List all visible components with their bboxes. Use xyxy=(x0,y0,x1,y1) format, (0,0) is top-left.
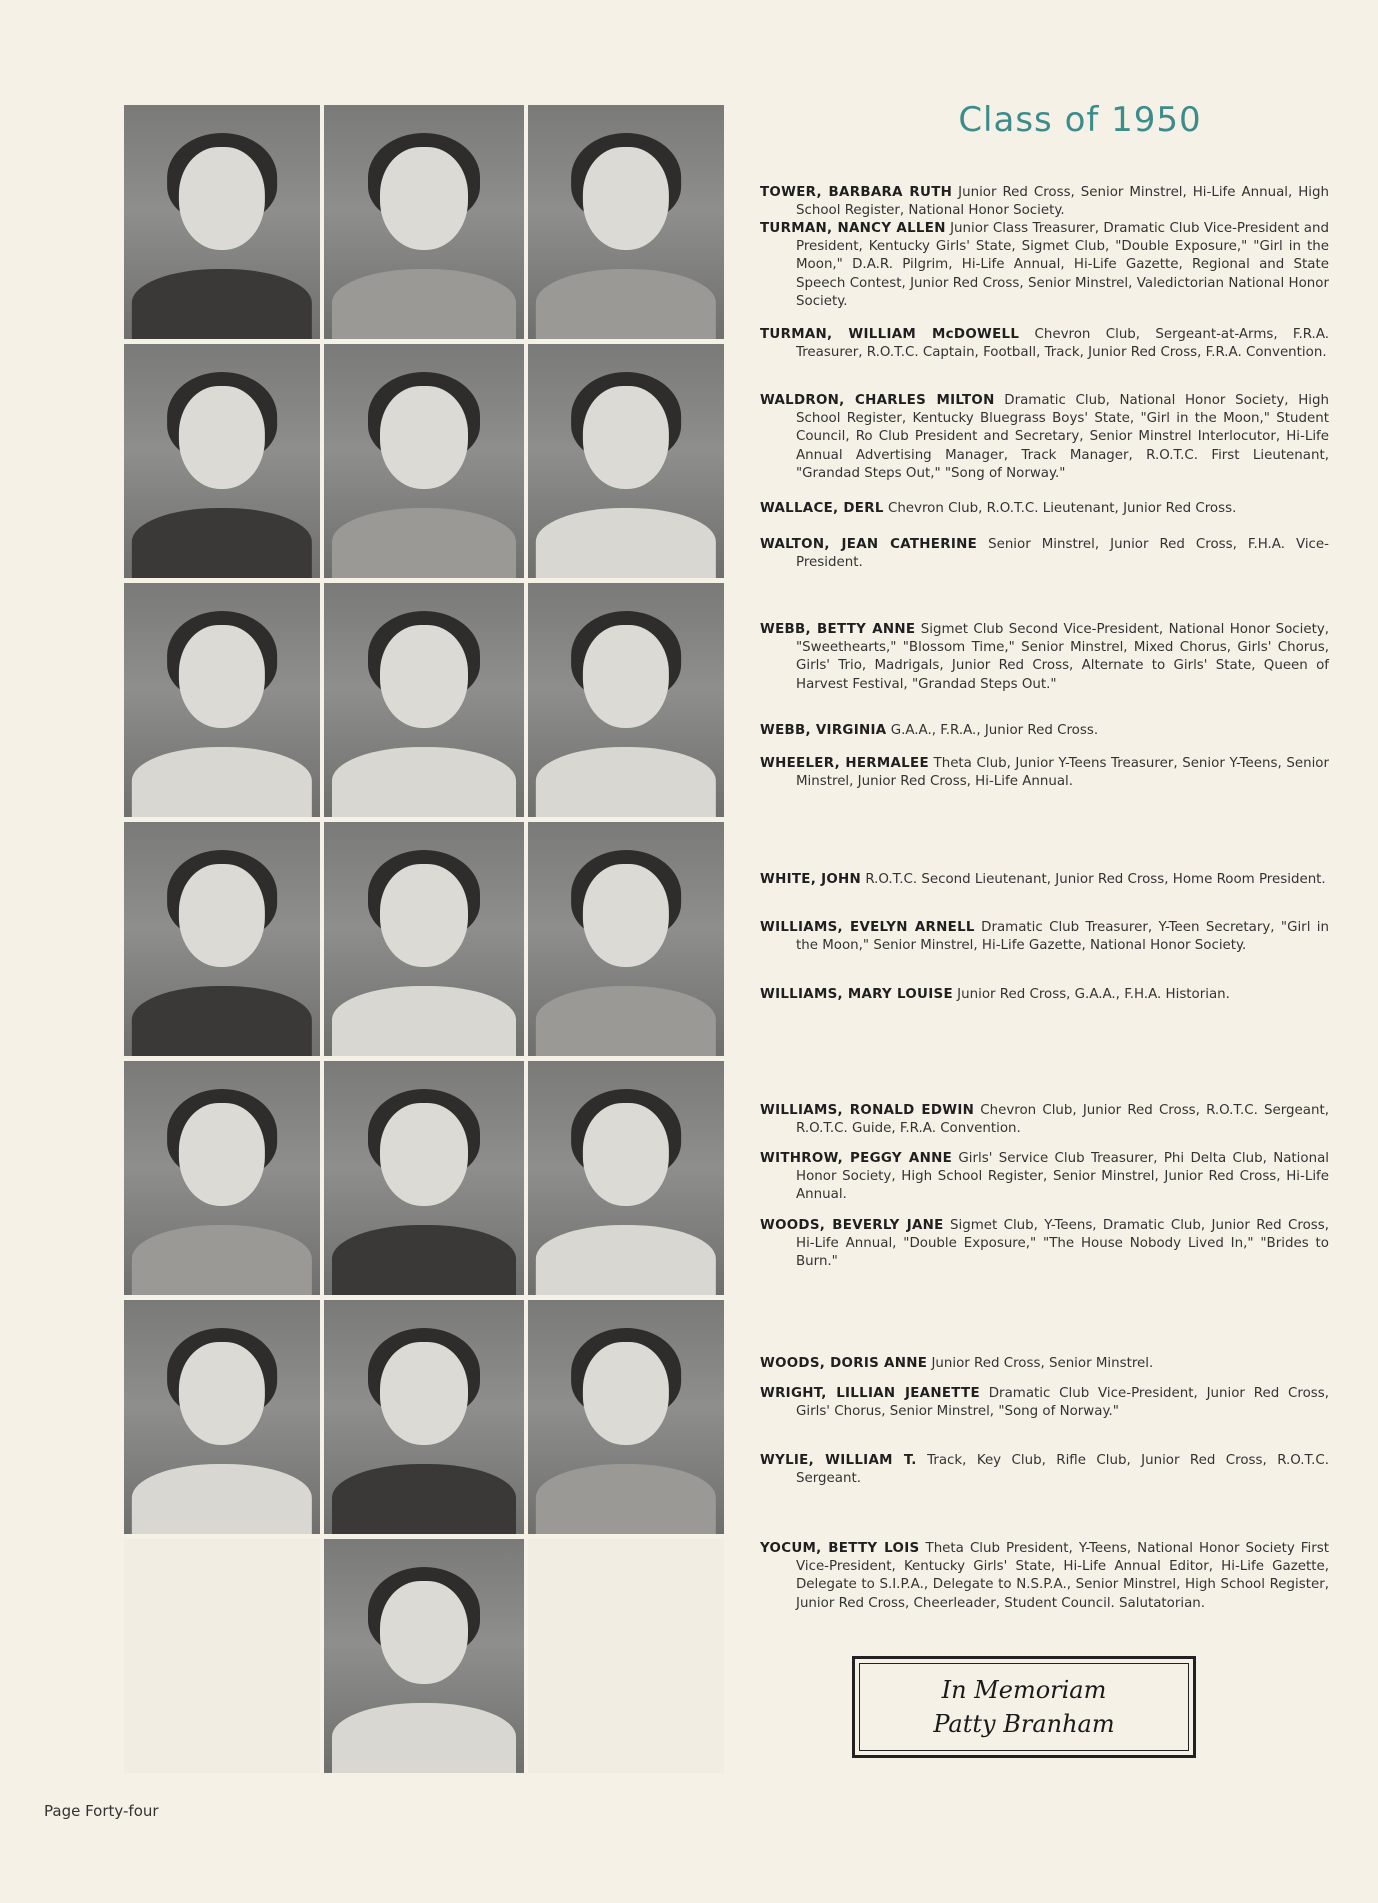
portrait-face xyxy=(380,147,468,250)
entry xyxy=(760,919,1329,955)
entry xyxy=(760,755,1329,791)
portrait-photo xyxy=(528,344,724,578)
entry-activities: Junior Class Treasurer, Dramatic Club Vice-President and President, Kentucky Girls' State, Sigmet Club, "Double Exposure," "Girl in the Moon," D.A.R. Pilgrim, Hi-Life Annual, Hi-Life Gazette, Regional and State Speech Contest, Junior Red Cross, Senior Minstrel, Valedictorian National Honor Society. xyxy=(796,221,1329,309)
entry-activities: Sigmet Club, Y-Teens, Dramatic Club, Junior Red Cross, Hi-Life Annual, "Double Exposure," "The House Nobody Lived In," "Brides to Burn." xyxy=(796,1218,1329,1270)
entry xyxy=(760,1385,1329,1421)
portrait-face xyxy=(583,1342,669,1445)
portrait-shoulders xyxy=(536,508,716,578)
entry xyxy=(760,536,1329,572)
portrait-face xyxy=(179,864,265,967)
portrait-photo xyxy=(124,344,320,578)
entry-name: TOWER, BARBARA RUTH xyxy=(760,185,953,200)
entry-name: TURMAN, NANCY ALLEN xyxy=(760,221,946,236)
entry-name: WRIGHT, LILLIAN JEANETTE xyxy=(760,1386,980,1401)
empty-photo-cell xyxy=(528,1539,724,1773)
portrait-photo xyxy=(124,822,320,1056)
portrait-shoulders xyxy=(132,269,312,339)
portrait-face xyxy=(179,147,265,250)
entry xyxy=(760,621,1329,694)
portrait-face xyxy=(179,386,265,489)
entry xyxy=(760,500,1329,518)
portrait-face xyxy=(380,386,468,489)
entry-name: WOODS, BEVERLY JANE xyxy=(760,1218,944,1233)
empty-photo-cell xyxy=(124,1539,320,1773)
portrait-photo xyxy=(528,1300,724,1534)
portrait-shoulders xyxy=(332,1464,516,1534)
entry xyxy=(760,1540,1329,1613)
portrait-face xyxy=(583,625,669,728)
portrait-shoulders xyxy=(332,747,516,817)
portrait-photo xyxy=(124,1061,320,1295)
portrait-face xyxy=(380,1342,468,1445)
memoriam-name: Patty Branham xyxy=(933,1710,1115,1738)
memoriam-frame xyxy=(859,1663,1189,1751)
entry-name: WOODS, DORIS ANNE xyxy=(760,1356,928,1371)
portrait-shoulders xyxy=(332,1703,516,1773)
entry-name: WEBB, BETTY ANNE xyxy=(760,622,916,637)
portrait-shoulders xyxy=(332,269,516,339)
entry-name: TURMAN, WILLIAM McDOWELL xyxy=(760,327,1020,342)
entry-activities: Junior Red Cross, Senior Minstrel. xyxy=(931,1356,1154,1371)
portrait-photo xyxy=(324,344,524,578)
entry xyxy=(760,392,1329,483)
entry-name: YOCUM, BETTY LOIS xyxy=(760,1541,920,1556)
entry-name: WALLACE, DERL xyxy=(760,501,884,516)
portrait-face xyxy=(179,1103,265,1206)
entry-activities: Chevron Club, Junior Red Cross, R.O.T.C. Sergeant, R.O.T.C. Guide, F.R.A. Convention. xyxy=(796,1103,1329,1137)
portrait-shoulders xyxy=(132,986,312,1056)
entry xyxy=(760,184,1329,220)
entry-activities: Dramatic Club, National Honor Society, High School Register, Kentucky Bluegrass Boys' State, "Girl in the Moon," Student Council, Ro Club President and Secretary, Senior Minstrel Interlocutor, Hi-Life Annual Advertising Manager, Track Manager, R.O.T.C. First Lieutenant, "Grandad Steps Out," "Song of Norway." xyxy=(796,393,1329,481)
entry-activities: G.A.A., F.R.A., Junior Red Cross. xyxy=(890,723,1099,738)
portrait-face xyxy=(179,1342,265,1445)
portrait-photo xyxy=(528,105,724,339)
entry-name: WITHROW, PEGGY ANNE xyxy=(760,1151,953,1166)
entry xyxy=(760,1150,1329,1205)
portrait-photo xyxy=(324,1539,524,1773)
entry-activities: Sigmet Club Second Vice-President, National Honor Society, "Sweethearts," "Blossom Time," Senior Minstrel, Mixed Chorus, Girls' Chorus, Girls' Trio, Madrigals, Junior Red Cross, Alternate to Girls' State, Queen of Harvest Festival, "Grandad Steps Out." xyxy=(796,622,1330,692)
portrait-face xyxy=(583,864,669,967)
portrait-face xyxy=(583,386,669,489)
portrait-face xyxy=(380,1103,468,1206)
entry xyxy=(760,1452,1329,1488)
entry-name: WHEELER, HERMALEE xyxy=(760,756,929,771)
entry-name: WALTON, JEAN CATHERINE xyxy=(760,537,978,552)
portrait-shoulders xyxy=(332,986,516,1056)
page-number: Page Forty-four xyxy=(44,1802,159,1820)
portrait-face xyxy=(583,147,669,250)
entry xyxy=(760,220,1329,311)
portrait-shoulders xyxy=(332,508,516,578)
entry-activities: Senior Minstrel, Junior Red Cross, F.H.A. Vice-President. xyxy=(796,537,1329,571)
entry xyxy=(760,871,1329,889)
portrait-photo xyxy=(324,1061,524,1295)
entry-name: WILLIAMS, MARY LOUISE xyxy=(760,987,953,1002)
portrait-shoulders xyxy=(132,1464,312,1534)
portrait-photo xyxy=(124,1300,320,1534)
entry-name: WILLIAMS, EVELYN ARNELL xyxy=(760,920,975,935)
entry-activities: Theta Club, Junior Y-Teens Treasurer, Senior Y-Teens, Senior Minstrel, Junior Red Cross, Hi-Life Annual. xyxy=(796,756,1329,790)
portrait-shoulders xyxy=(132,508,312,578)
entry xyxy=(760,722,1329,740)
entry xyxy=(760,1102,1329,1138)
portrait-photo xyxy=(528,822,724,1056)
memoriam-heading: In Memoriam xyxy=(941,1676,1107,1704)
portrait-shoulders xyxy=(536,1464,716,1534)
portrait-shoulders xyxy=(132,1225,312,1295)
portrait-shoulders xyxy=(332,1225,516,1295)
entry-activities: Girls' Service Club Treasurer, Phi Delta Club, National Honor Society, High School Register, Senior Minstrel, Junior Red Cross, Hi-Life Annual. xyxy=(796,1151,1329,1203)
portrait-photo xyxy=(324,583,524,817)
entry-activities: R.O.T.C. Second Lieutenant, Junior Red Cross, Home Room President. xyxy=(865,872,1326,887)
portrait-shoulders xyxy=(536,269,716,339)
entry-activities: Junior Red Cross, G.A.A., F.H.A. Historian. xyxy=(957,987,1230,1002)
entry-name: WYLIE, WILLIAM T. xyxy=(760,1453,917,1468)
portrait-photo xyxy=(528,1061,724,1295)
portrait-photo xyxy=(528,583,724,817)
entry-activities: Theta Club President, Y-Teens, National Honor Society First Vice-President, Kentucky Girls' State, Hi-Life Annual Editor, Hi-Life Gazette, Delegate to S.I.P.A., Delegate to N.S.P.A., Senior Minstrel, High School Register, Junior Red Cross, Cheerleader, Student Council. Salutatorian. xyxy=(796,1541,1329,1611)
entry-activities: Dramatic Club Treasurer, Y-Teen Secretary, "Girl in the Moon," Senior Minstrel, Hi-Life Gazette, National Honor Society. xyxy=(796,920,1329,954)
entry-name: WEBB, VIRGINIA xyxy=(760,723,887,738)
entry-name: WALDRON, CHARLES MILTON xyxy=(760,393,995,408)
portrait-face xyxy=(380,864,468,967)
portrait-shoulders xyxy=(536,747,716,817)
portrait-photo xyxy=(124,105,320,339)
entry xyxy=(760,986,1329,1004)
memoriam-box xyxy=(852,1656,1196,1758)
portrait-photo xyxy=(124,583,320,817)
entry-activities: Dramatic Club Vice-President, Junior Red Cross, Girls' Chorus, Senior Minstrel, "Song of Norway." xyxy=(796,1386,1329,1420)
page-title: Class of 1950 xyxy=(958,100,1202,140)
portrait-photo xyxy=(324,1300,524,1534)
entry-name: WILLIAMS, RONALD EDWIN xyxy=(760,1103,975,1118)
portrait-shoulders xyxy=(132,747,312,817)
entry-name: WHITE, JOHN xyxy=(760,872,862,887)
portrait-face xyxy=(583,1103,669,1206)
portrait-shoulders xyxy=(536,1225,716,1295)
entry-activities: Chevron Club, R.O.T.C. Lieutenant, Junior Red Cross. xyxy=(887,501,1237,516)
portrait-face xyxy=(380,1581,468,1684)
portrait-shoulders xyxy=(536,986,716,1056)
portrait-grid xyxy=(124,105,724,1773)
entry xyxy=(760,326,1329,362)
portrait-face xyxy=(380,625,468,728)
entry-activities: Junior Red Cross, Senior Minstrel, Hi-Life Annual, High School Register, National Honor Society. xyxy=(796,185,1329,219)
portrait-photo xyxy=(324,822,524,1056)
portrait-face xyxy=(179,625,265,728)
entry-activities: Chevron Club, Sergeant-at-Arms, F.R.A. Treasurer, R.O.T.C. Captain, Football, Track, Junior Red Cross, F.R.A. Convention. xyxy=(796,327,1329,361)
entry-activities: Track, Key Club, Rifle Club, Junior Red Cross, R.O.T.C. Sergeant. xyxy=(796,1453,1329,1487)
entry xyxy=(760,1217,1329,1272)
portrait-photo xyxy=(324,105,524,339)
entry xyxy=(760,1355,1329,1373)
